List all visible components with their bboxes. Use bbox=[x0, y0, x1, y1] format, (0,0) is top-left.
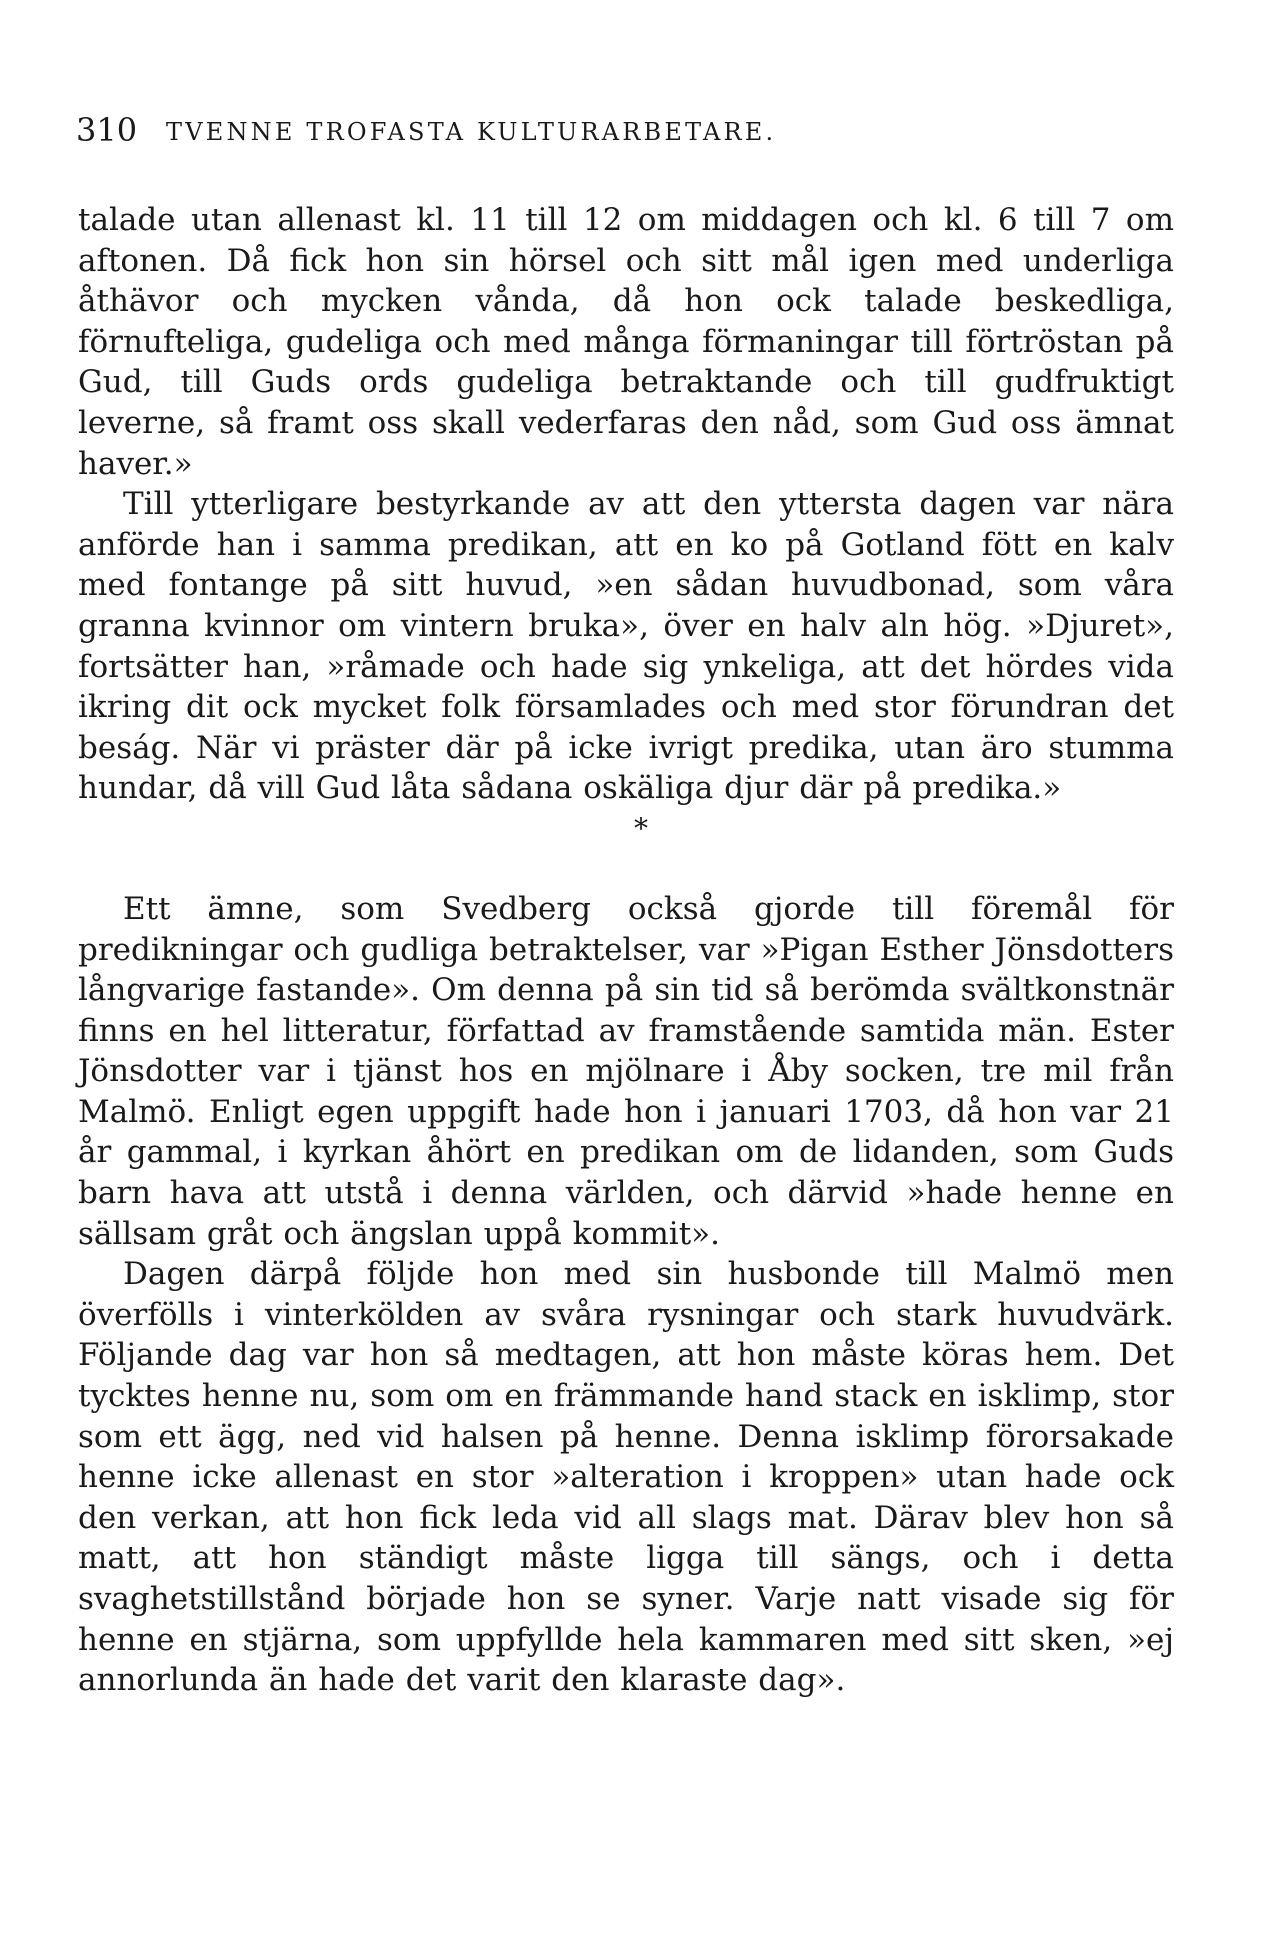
page-header bbox=[76, 110, 1176, 160]
body-text bbox=[78, 200, 1174, 1701]
paragraph-continued: talade utan allenast kl. 11 till 12 om middagen och kl. 6 till 7 om aftonen. Då fick hon sin hörsel och sitt mål igen med underliga åthävor och mycken vånda, då hon ock talade beskedliga, förnufteliga, gudeliga och med många förmaningar till förtröstan på Gud, till Guds ords gudeliga betraktande och till gudfruktigt leverne, så framt oss skall vederfaras den nåd, som Gud oss ämnat haver.» bbox=[78, 202, 1174, 482]
paragraph: Till ytterligare bestyrkande av att den yttersta dagen var nära anförde han i samma predikan, att en ko på Gotland fött en kalv med fontange på sitt huvud, »en sådan huvudbonad, som våra granna kvinnor om vintern bruka», över en halv aln hög. »Djuret», fortsätter han, »råmade och hade sig ynkeliga, att det hördes vida ikring dit ock mycket folk församlades och med stor förundran det beság. När vi präster där på icke ivrigt predika, utan äro stumma hundar, då vill Gud låta sådana oskäliga djur där på predika.» bbox=[78, 486, 1174, 807]
page-number: 310 bbox=[76, 111, 138, 149]
section-break-asterisk: * bbox=[634, 811, 648, 845]
paragraph: Dagen därpå följde hon med sin husbonde till Malmö men överfölls i vinterkölden av svåra rysningar och stark huvudvärk. Följande dag var hon så medtagen, att hon måste köras hem. Det tycktes henne nu, som om en främmande hand stack en isklimp, stor som ett ägg, ned vid halsen på henne. Denna isklimp förorsakade henne icke allenast en stor »alteration i kroppen» utan hade ock den verkan, att hon fick leda vid all slags mat. Därav blev hon så matt, att hon ständigt måste ligga till sängs, och i detta svaghetstillstånd började hon se syner. Varje natt visade sig för henne en stjärna, som uppfyllde hela kammaren med sitt sken, »ej annorlunda än hade det varit den klaraste dag». bbox=[78, 1256, 1174, 1699]
running-title: TVENNE TROFASTA KULTURARBETARE. bbox=[166, 118, 777, 146]
paragraph: Ett ämne, som Svedberg också gjorde till föremål för predikningar och gudliga betraktelser, var »Pigan Esther Jönsdotters långvarige fastande». Om denna på sin tid så berömda svältkonstnär finns en hel litteratur, författad av framstående samtida män. Ester Jönsdotter var i tjänst hos en mjölnare i Åby socken, tre mil från Malmö. Enligt egen uppgift hade hon i januari 1703, då hon var 21 år gammal, i kyrkan åhört en predikan om de lidanden, som Guds barn hava att utstå i denna världen, och därvid »hade henne en sällsam gråt och ängslan uppå kommit». bbox=[78, 890, 1174, 1252]
